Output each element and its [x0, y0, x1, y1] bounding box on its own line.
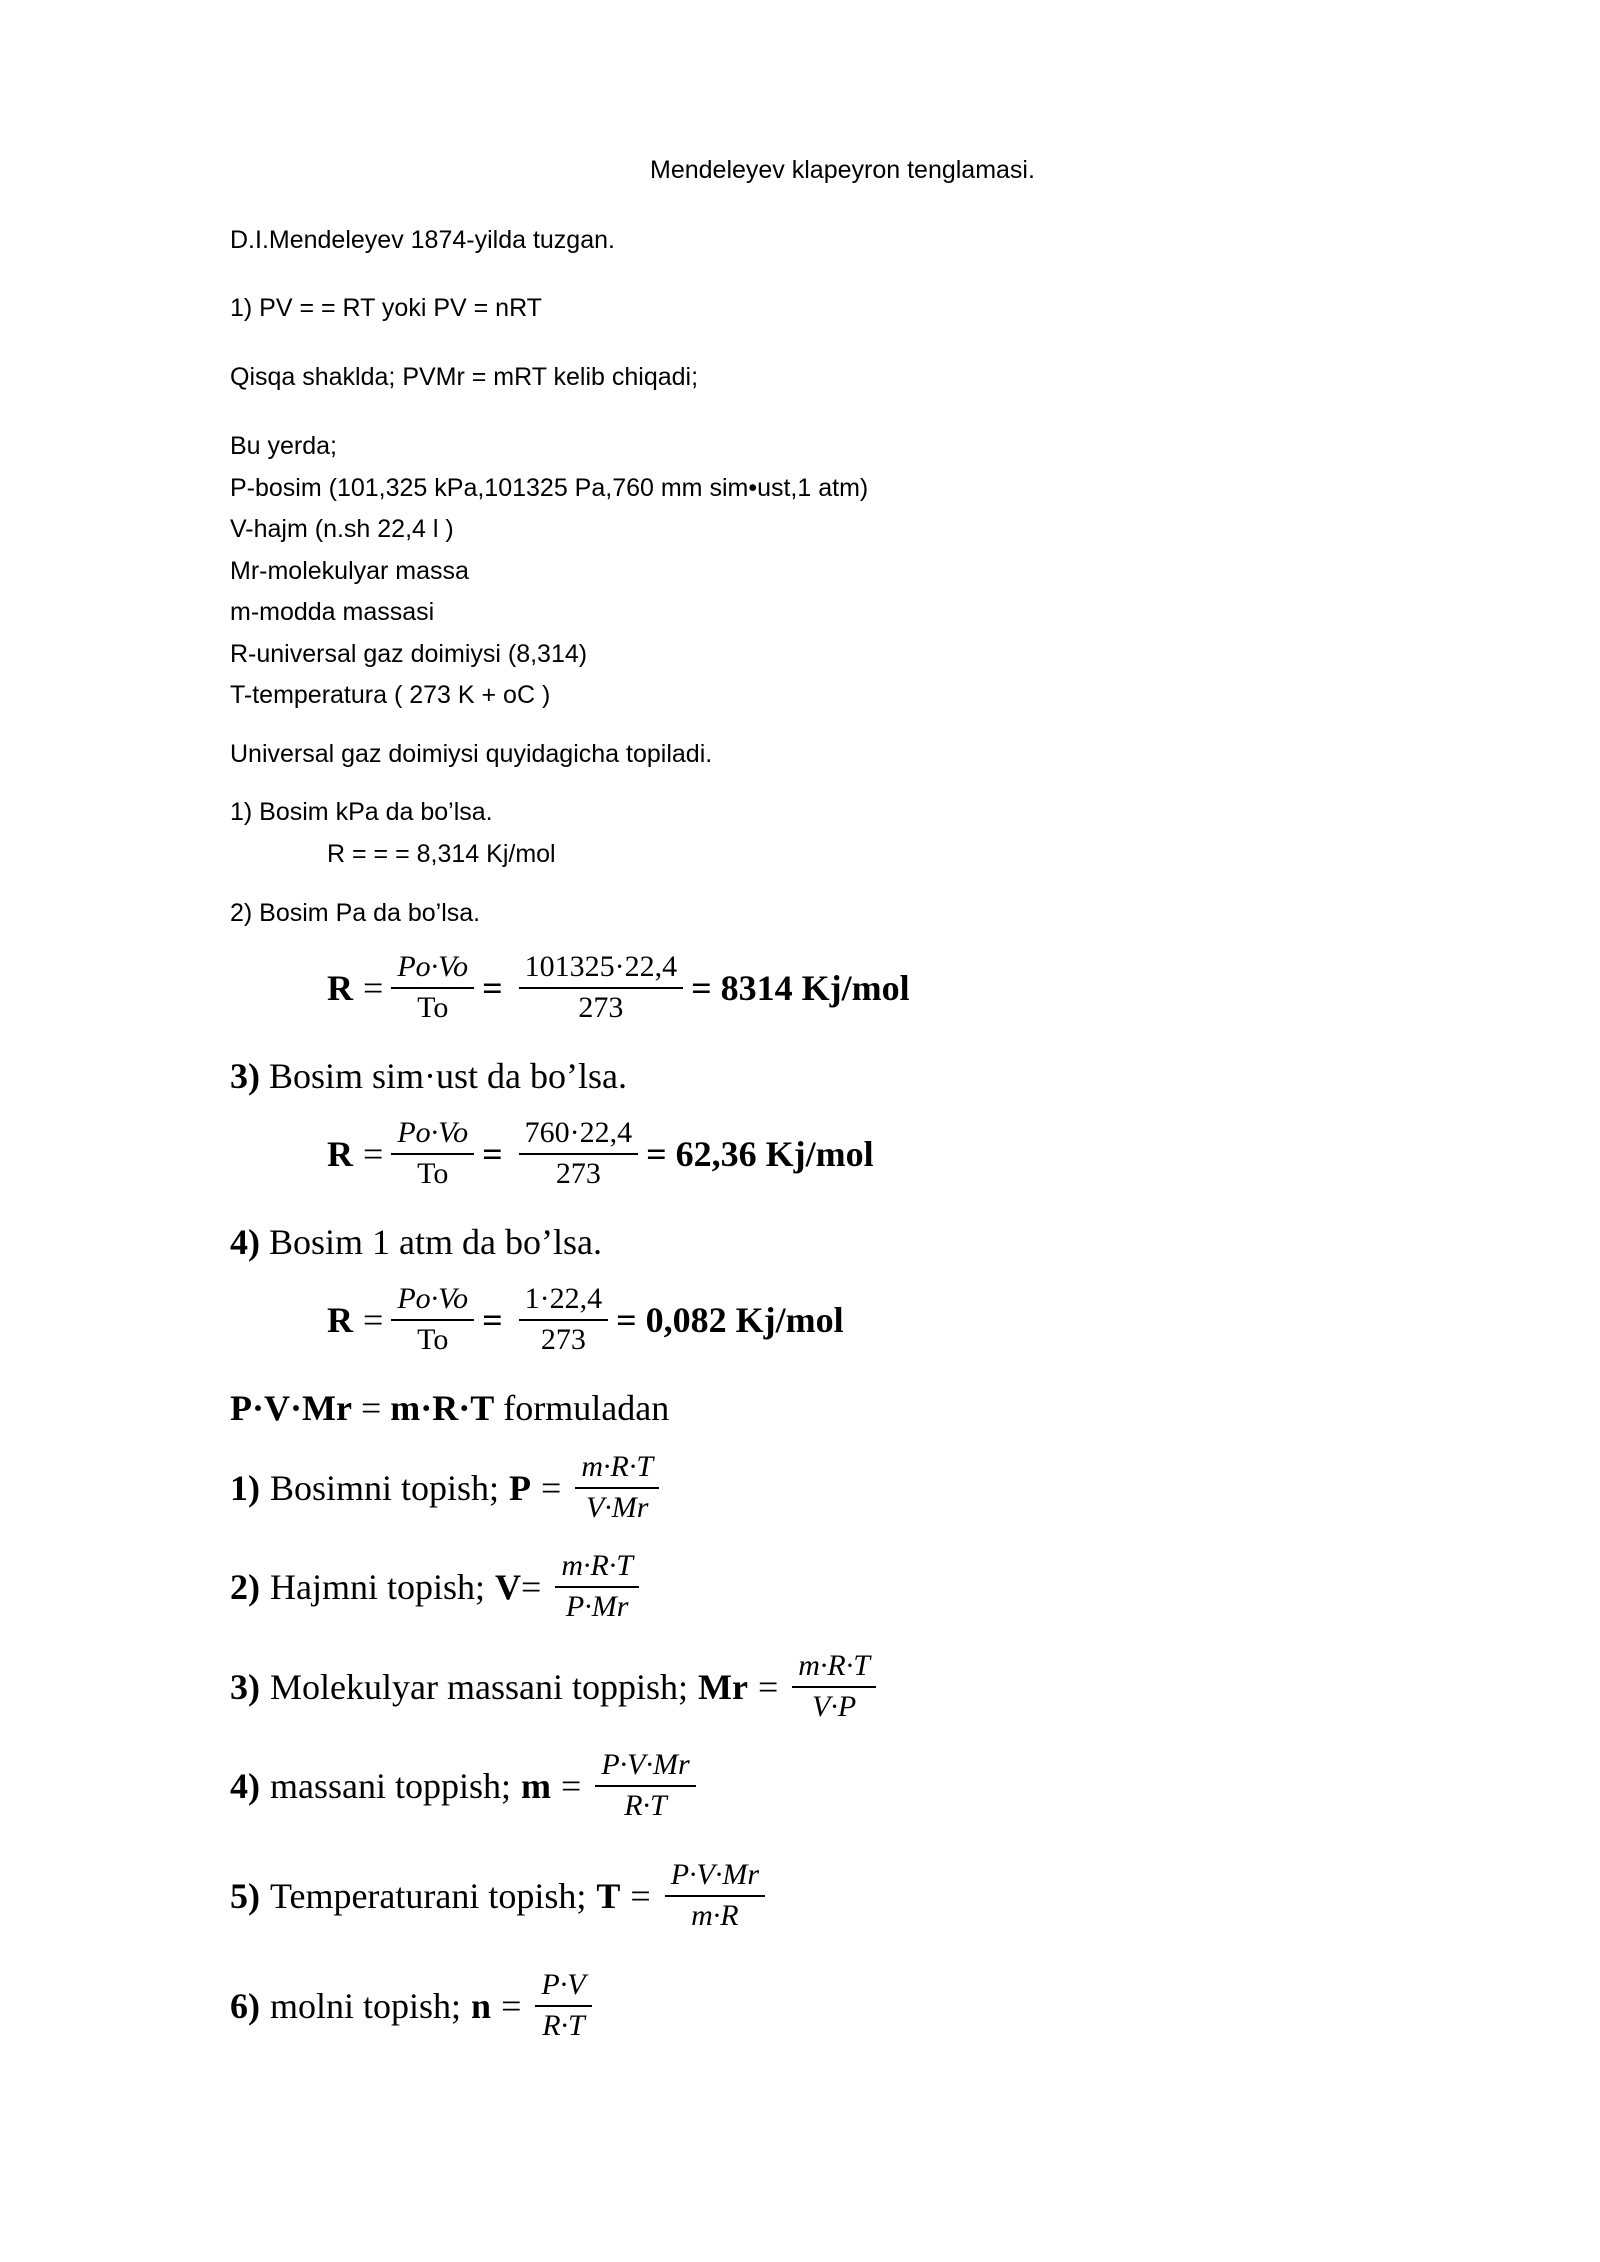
item-text: massani toppish;: [270, 1765, 511, 1806]
fraction-denominator: 273: [540, 1322, 586, 1356]
derived-formula-mass: [230, 1748, 704, 1823]
fraction-numerator: 101325·22,4: [519, 950, 684, 989]
derived-fraction: [575, 1450, 659, 1525]
equals-sign: =: [541, 1467, 562, 1508]
item-text: Hajmni topish;: [270, 1566, 485, 1607]
equals-sign: =: [363, 1133, 384, 1174]
equals-sign: =: [482, 1133, 503, 1174]
derived-fraction: [555, 1549, 639, 1624]
r-symbol: R: [327, 1299, 353, 1340]
item-text: Molekulyar massani toppish;: [270, 1666, 688, 1707]
result-value: = 8314 Kj/mol: [691, 967, 910, 1008]
main-formula: [230, 1387, 669, 1429]
fraction-numerator: Po·Vo: [391, 1282, 474, 1321]
case2-equation: [327, 950, 910, 1025]
value-fraction: [519, 950, 684, 1025]
fraction-denominator: P·Mr: [565, 1589, 629, 1623]
derived-formula-moles: [230, 1968, 600, 2043]
definition-pressure: P-bosim (101,325 kPa,101325 Pa,760 mm sim•ust,1 atm): [230, 474, 869, 502]
equals-sign: =: [363, 1299, 384, 1340]
equals-sign: =: [482, 967, 503, 1008]
short-form-text: Qisqa shaklda; PVMr = mRT kelib chiqadi;: [230, 363, 699, 391]
equals-sign: =: [363, 967, 384, 1008]
equals-sign: =: [501, 1985, 522, 2026]
fraction-numerator: P·V: [535, 1968, 591, 2007]
fraction-numerator: P·V·Mr: [665, 1858, 765, 1897]
case3-equation: [327, 1116, 874, 1191]
item-number: 4): [230, 1765, 260, 1806]
case3-number: 3): [230, 1056, 260, 1096]
fraction-numerator: m·R·T: [555, 1549, 639, 1588]
r-symbol: R: [327, 1133, 353, 1174]
item-variable: P: [509, 1467, 532, 1508]
main-formula-right: m·R·T: [390, 1388, 495, 1428]
case4-text: Bosim 1 atm da bo’lsa.: [269, 1222, 602, 1262]
definition-mass: m-modda massasi: [230, 598, 435, 626]
equals-sign: =: [521, 1566, 542, 1607]
fraction-numerator: 1·22,4: [519, 1282, 609, 1321]
definition-molar-mass: Mr-molekulyar massa: [230, 557, 469, 585]
fraction-denominator: 273: [555, 1156, 601, 1190]
item-variable: T: [596, 1875, 621, 1916]
item-number: 2): [230, 1566, 260, 1607]
fraction-denominator: To: [417, 990, 449, 1024]
case4-equation: [327, 1282, 844, 1357]
case1-formula: R = = = 8,314 Kj/mol: [327, 840, 556, 868]
item-number: 1): [230, 1467, 260, 1508]
item-number: 6): [230, 1985, 260, 2026]
item-number: 5): [230, 1875, 260, 1916]
derived-fraction: [792, 1649, 876, 1724]
equals-sign: =: [482, 1299, 503, 1340]
equals-sign: =: [360, 1388, 382, 1428]
universal-heading: Universal gaz doimiysi quyidagicha topiladi.: [230, 740, 713, 768]
fraction-denominator: To: [417, 1156, 449, 1190]
case2-label: 2) Bosim Pa da bo’lsa.: [230, 899, 481, 927]
item-variable: m: [521, 1765, 551, 1806]
equals-sign: =: [757, 1666, 779, 1707]
fraction-denominator: 273: [578, 990, 624, 1024]
derived-fraction: [665, 1858, 765, 1933]
case4-label: [230, 1221, 602, 1263]
standard-fraction: [391, 1282, 474, 1357]
fraction-denominator: V·P: [812, 1689, 857, 1723]
case4-number: 4): [230, 1222, 260, 1262]
fraction-numerator: Po·Vo: [391, 950, 474, 989]
fraction-numerator: m·R·T: [575, 1450, 659, 1489]
item-variable: n: [471, 1985, 492, 2026]
definition-volume: V-hajm (n.sh 22,4 l ): [230, 515, 454, 543]
definitions-intro: Bu yerda;: [230, 432, 338, 460]
fraction-denominator: V·Mr: [585, 1490, 649, 1524]
item-variable: Mr: [697, 1666, 748, 1707]
formula-line: 1) PV = = RT yoki PV = nRT: [230, 294, 542, 322]
fraction-denominator: To: [417, 1322, 449, 1356]
fraction-denominator: m·R: [691, 1898, 739, 1932]
standard-fraction: [391, 950, 474, 1025]
result-value: = 62,36 Kj/mol: [646, 1133, 874, 1174]
fraction-numerator: P·V·Mr: [595, 1748, 695, 1787]
item-text: Temperaturani topish;: [270, 1875, 587, 1916]
case3-text: Bosim sim·ust da bo’lsa.: [269, 1056, 627, 1096]
item-text: Bosimni topish;: [270, 1467, 500, 1508]
main-formula-left: P·V·Mr: [230, 1388, 352, 1428]
item-number: 3): [230, 1666, 260, 1707]
fraction-numerator: 760·22,4: [519, 1116, 639, 1155]
item-text: molni topish;: [270, 1985, 462, 2026]
intro-text: D.I.Mendeleyev 1874-yilda tuzgan.: [230, 226, 615, 254]
derived-fraction: [535, 1968, 591, 2043]
derived-formula-temperature: [230, 1858, 773, 1933]
value-fraction: [519, 1282, 609, 1357]
page-title: Mendeleyev klapeyron tenglamasi.: [650, 156, 1035, 184]
derived-fraction: [595, 1748, 695, 1823]
equals-sign: =: [561, 1765, 582, 1806]
definition-gas-constant: R-universal gaz doimiysi (8,314): [230, 640, 588, 668]
standard-fraction: [391, 1116, 474, 1191]
fraction-numerator: m·R·T: [792, 1649, 876, 1688]
derived-formula-molar-mass: [230, 1649, 884, 1724]
main-formula-text: formuladan: [503, 1388, 670, 1428]
derived-formula-pressure: [230, 1450, 667, 1525]
fraction-numerator: Po·Vo: [391, 1116, 474, 1155]
case1-label: 1) Bosim kPa da bo’lsa.: [230, 798, 493, 826]
definition-temperature: T-temperatura ( 273 K + oC ): [230, 681, 551, 709]
equals-sign: =: [630, 1875, 651, 1916]
fraction-denominator: R·T: [624, 1788, 667, 1822]
item-variable: V: [495, 1566, 521, 1607]
fraction-denominator: R·T: [542, 2008, 585, 2042]
result-value: = 0,082 Kj/mol: [616, 1299, 844, 1340]
case3-label: [230, 1055, 627, 1097]
r-symbol: R: [327, 967, 353, 1008]
value-fraction: [519, 1116, 639, 1191]
derived-formula-volume: [230, 1549, 647, 1624]
